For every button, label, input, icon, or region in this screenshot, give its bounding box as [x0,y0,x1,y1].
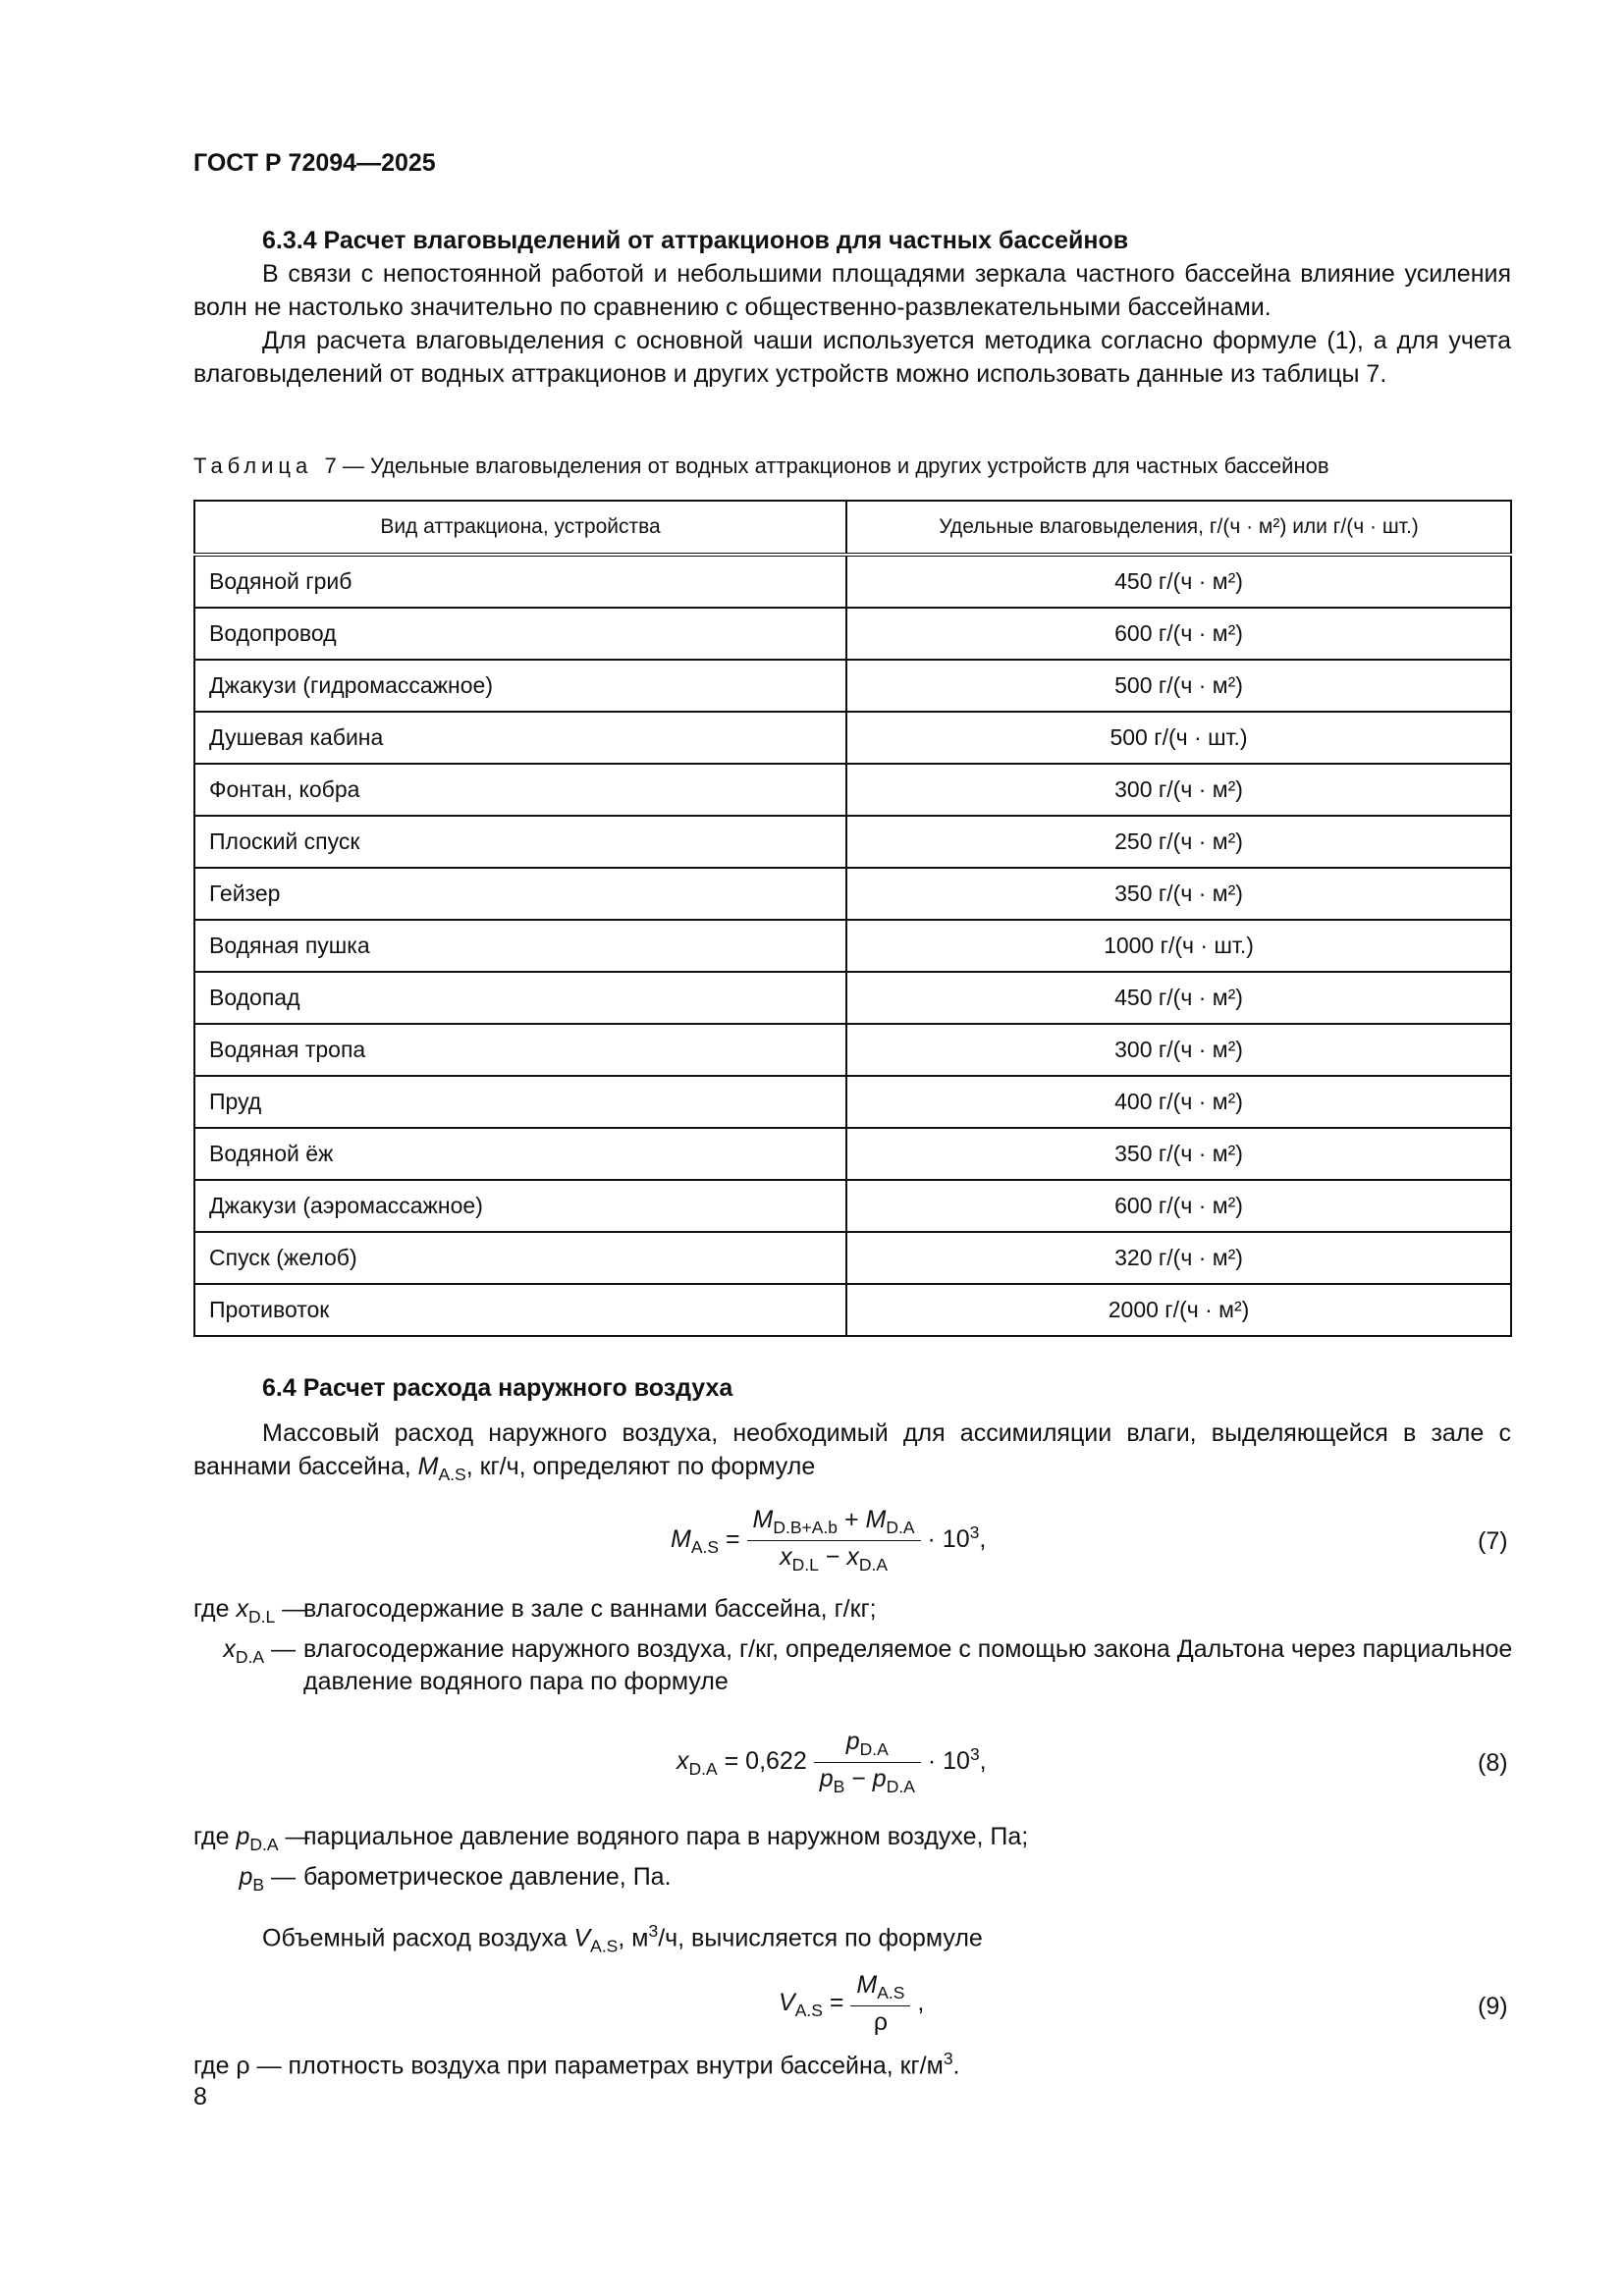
table-row [194,608,1511,660]
moisture-value: 350 г/(ч · м²) [846,868,1511,920]
where-item: $x_{D.A}$ — влагосодержание наружного воздуха, г/кг, определяемое с помощью закона Дальтона через парциальное давление водяного пара по формуле [223,1635,1513,1695]
where-rho: где ρ — плотность воздуха при параметрах внутри бассейна, $кг/м^3$. [193,2049,960,2080]
moisture-value: 300 г/(ч · м²) [846,1024,1511,1076]
attraction-name: Водопровод [194,608,846,660]
paragraph: Массовый расход наружного воздуха, необходимый для ассимиляции влаги, выделяющейся в зале с ваннами бассейна, $M_{A.S}$, кг/ч, определяют по формуле [193,1419,1511,1484]
moisture-value: 2000 г/(ч · м²) [846,1284,1511,1336]
where-list-8 [193,1821,1515,1901]
attraction-name: Спуск (желоб) [194,1232,846,1284]
table-row [194,1180,1511,1232]
moisture-value: 400 г/(ч · м²) [846,1076,1511,1128]
attraction-name: Водяной гриб [194,555,846,608]
equation-number: (7) [1478,1527,1508,1555]
equation-number: (9) [1478,1993,1508,2020]
moisture-value: 600 г/(ч · м²) [846,1180,1511,1232]
table-caption [193,454,1329,479]
table-row [194,555,1511,608]
attraction-name: Водяная тропа [194,1024,846,1076]
table-caption-text: 7 — Удельные влаговыделения от водных аттракционов и других устройств для частных бассейнов [324,454,1329,478]
table-row [194,1076,1511,1128]
table-row [194,920,1511,972]
moisture-table [193,500,1512,1337]
document-header: ГОСТ Р 72094—2025 [193,149,436,177]
moisture-value: 450 г/(ч · м²) [846,972,1511,1024]
attraction-name: Водопад [194,972,846,1024]
table-row [194,660,1511,712]
table-caption-prefix: Таблица [193,454,313,478]
attraction-name: Джакузи (гидромассажное) [194,660,846,712]
section-6-3-4 [193,224,1511,391]
attraction-name: Джакузи (аэромассажное) [194,1180,846,1232]
table-row [194,712,1511,764]
table-row [194,816,1511,868]
formula-7: $M_{A.S}$ = $\frac{M_{D.B+A.b} + M_{D.A}}{x_{D.L} - x_{D.A}}$ · $10^3$, [671,1506,987,1575]
moisture-value: 600 г/(ч · м²) [846,608,1511,660]
moisture-value: 1000 г/(ч · шт.) [846,920,1511,972]
moisture-value: 320 г/(ч · м²) [846,1232,1511,1284]
fraction: $\frac{M_{D.B+A.b} + M_{D.A}}{x_{D.L} - x_{D.A}}$ [747,1506,921,1575]
column-header: Вид аттракциона, устройства [194,501,846,555]
table-row [194,1284,1511,1336]
column-header: Удельные влаговыделения, г/(ч · м²) или г/(ч · шт.) [846,501,1511,555]
equation-number: (8) [1478,1749,1508,1777]
moisture-value: 300 г/(ч · м²) [846,764,1511,816]
attraction-name: Водяной ёж [194,1128,846,1180]
section-6-4 [193,1371,1511,1491]
fraction: $\frac{p_{D.A}}{p_B - p_{D.A}}$ [814,1728,921,1797]
section-heading: 6.4 Расчет расхода наружного воздуха [262,1374,733,1402]
moisture-value: 250 г/(ч · м²) [846,816,1511,868]
table-row [194,1024,1511,1076]
fraction: $\frac{M_{A.S}}{\rho}$ [850,1971,910,2037]
where-item: где $x_{D.L}$ — влагосодержание в зале с ваннами бассейна, г/кг; [193,1595,877,1627]
table-row [194,764,1511,816]
where-item: где $p_{D.A}$ — парциальное давление водяного пара в наружном воздухе, Па; [193,1823,1029,1854]
attraction-name: Водяная пушка [194,920,846,972]
table-header-row [194,501,1511,555]
table-row [194,868,1511,920]
formula-9: $V_{A.S}$ = $\frac{M_{A.S}}{\rho}$ , [779,1971,925,2036]
attraction-name: Фонтан, кобра [194,764,846,816]
paragraph: В связи с непостоянной работой и небольшими площадями зеркала частного бассейна влияние усиления волн не настолько значительно по сравнению с общественно-развлекательными бассейнами. [193,260,1511,321]
moisture-value: 500 г/(ч · м²) [846,660,1511,712]
attraction-name: Плоский спуск [194,816,846,868]
attraction-name: Душевая кабина [194,712,846,764]
attraction-name: Гейзер [194,868,846,920]
paragraph: Объемный расход воздуха $V_{A.S}$, $м^3/ч$, вычисляется по формуле [262,1921,983,1956]
where-item: $p_B$ — барометрическое давление, Па. [239,1863,672,1895]
page-number: 8 [193,2083,207,2110]
volume-paragraph [193,1914,1511,1962]
table-row [194,1128,1511,1180]
moisture-value: 350 г/(ч · м²) [846,1128,1511,1180]
where-list-7 [193,1593,1515,1698]
attraction-name: Противоток [194,1284,846,1336]
paragraph: Для расчета влаговыделения с основной чаши используется методика согласно формуле (1), а для учета влаговыделений от водных аттракционов и других устройств можно использовать данные из таблицы 7. [193,327,1511,388]
attraction-name: Пруд [194,1076,846,1128]
moisture-value: 450 г/(ч · м²) [846,555,1511,608]
table-row [194,972,1511,1024]
moisture-value: 500 г/(ч · шт.) [846,712,1511,764]
formula-8: $x_{D.A} = 0,622$ $\frac{p_{D.A}}{p_B - p_{D.A}}$ · $10^3$, [677,1728,987,1796]
table-row [194,1232,1511,1284]
section-heading: 6.3.4 Расчет влаговыделений от аттракционов для частных бассейнов [262,227,1129,254]
